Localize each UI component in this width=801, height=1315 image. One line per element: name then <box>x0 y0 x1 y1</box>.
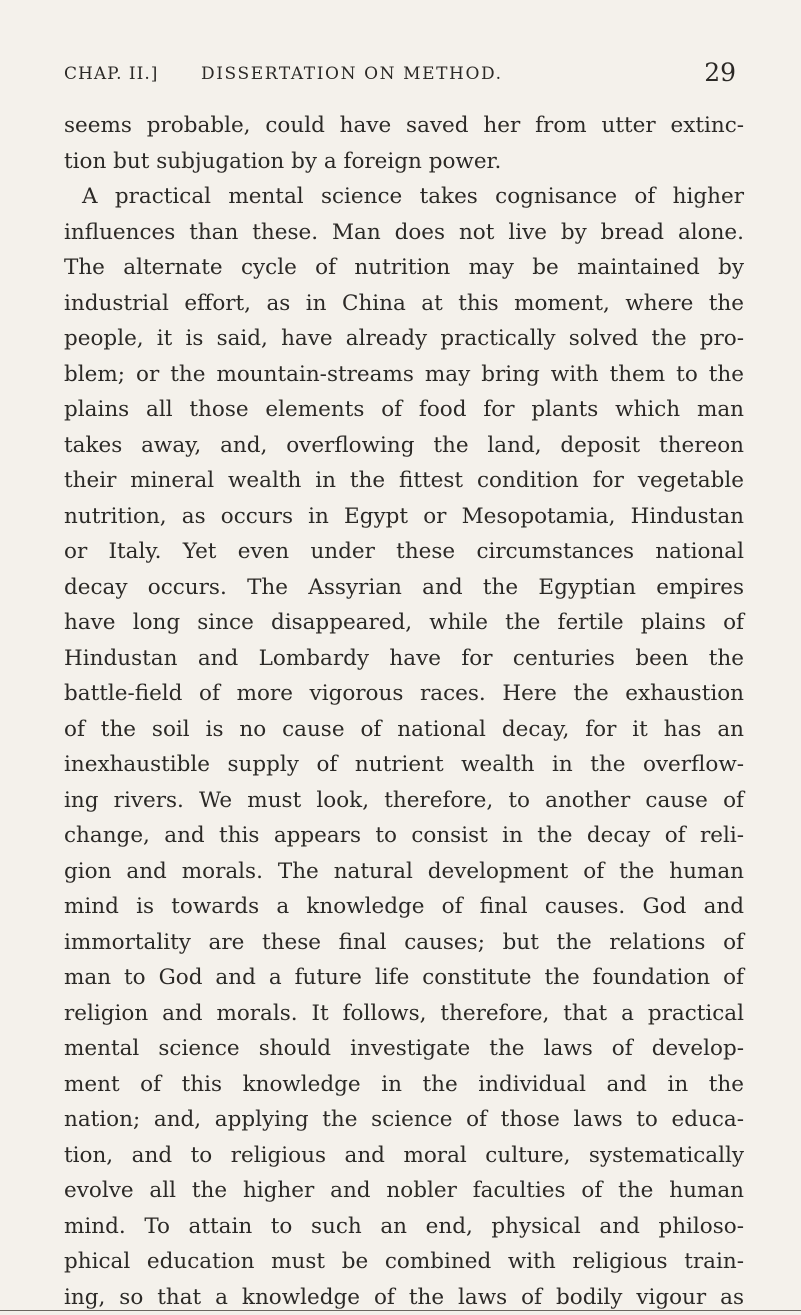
running-head <box>64 58 754 88</box>
text-line: mind is towards a knowledge of final causes. God and <box>64 889 744 925</box>
text-line: immortality are these final causes; but the relations of <box>64 925 744 961</box>
text-line: gion and morals. The natural development of the human <box>64 854 744 890</box>
text-line: tion, and to religious and moral culture, systematically <box>64 1138 744 1174</box>
body-text <box>64 108 744 1315</box>
text-line: plains all those elements of food for plants which man <box>64 392 744 428</box>
text-line: nutrition, as occurs in Egypt or Mesopotamia, Hindustan <box>64 499 744 535</box>
text-line: people, it is said, have already practically solved the pro- <box>64 321 744 357</box>
text-line: change, and this appears to consist in the decay of reli- <box>64 818 744 854</box>
text-line: blem; or the mountain-streams may bring with them to the <box>64 357 744 393</box>
text-line: takes away, and, overflowing the land, deposit thereon <box>64 428 744 464</box>
text-line: have long since disappeared, while the fertile plains of <box>64 605 744 641</box>
text-line: decay occurs. The Assyrian and the Egyptian empires <box>64 570 744 606</box>
text-line: influences than these. Man does not live by bread alone. <box>64 215 744 251</box>
page-edge-rule <box>0 1310 801 1311</box>
text-line: evolve all the higher and nobler faculties of the human <box>64 1173 744 1209</box>
text-line: mind. To attain to such an end, physical and philoso- <box>64 1209 744 1245</box>
text-line: tion but subjugation by a foreign power. <box>64 144 744 180</box>
text-line: mental science should investigate the laws of develop- <box>64 1031 744 1067</box>
text-line: Hindustan and Lombardy have for centuries been the <box>64 641 744 677</box>
text-line: industrial effort, as in China at this moment, where the <box>64 286 744 322</box>
text-line: ing rivers. We must look, therefore, to another cause of <box>64 783 744 819</box>
text-line: religion and morals. It follows, therefore, that a practical <box>64 996 744 1032</box>
text-line: ment of this knowledge in the individual and in the <box>64 1067 744 1103</box>
running-title: DISSERTATION ON METHOD. <box>201 64 503 84</box>
text-line: man to God and a future life constitute the foundation of <box>64 960 744 996</box>
text-line: battle-field of more vigorous races. Here the exhaustion <box>64 676 744 712</box>
paragraph-start-line: A practical mental science takes cognisance of higher <box>64 179 744 215</box>
text-line: ing, so that a knowledge of the laws of bodily vigour as <box>64 1280 744 1315</box>
text-line: their mineral wealth in the fittest condition for vegetable <box>64 463 744 499</box>
text-line: of the soil is no cause of national decay, for it has an <box>64 712 744 748</box>
page-number: 29 <box>704 58 736 87</box>
chapter-label: CHAP. II.] <box>64 64 158 84</box>
text-line: nation; and, applying the science of those laws to educa- <box>64 1102 744 1138</box>
text-line: or Italy. Yet even under these circumstances national <box>64 534 744 570</box>
text-line: phical education must be combined with religious train- <box>64 1244 744 1280</box>
text-line: inexhaustible supply of nutrient wealth in the overflow- <box>64 747 744 783</box>
text-line: seems probable, could have saved her from utter extinc- <box>64 108 744 144</box>
text-line: The alternate cycle of nutrition may be maintained by <box>64 250 744 286</box>
